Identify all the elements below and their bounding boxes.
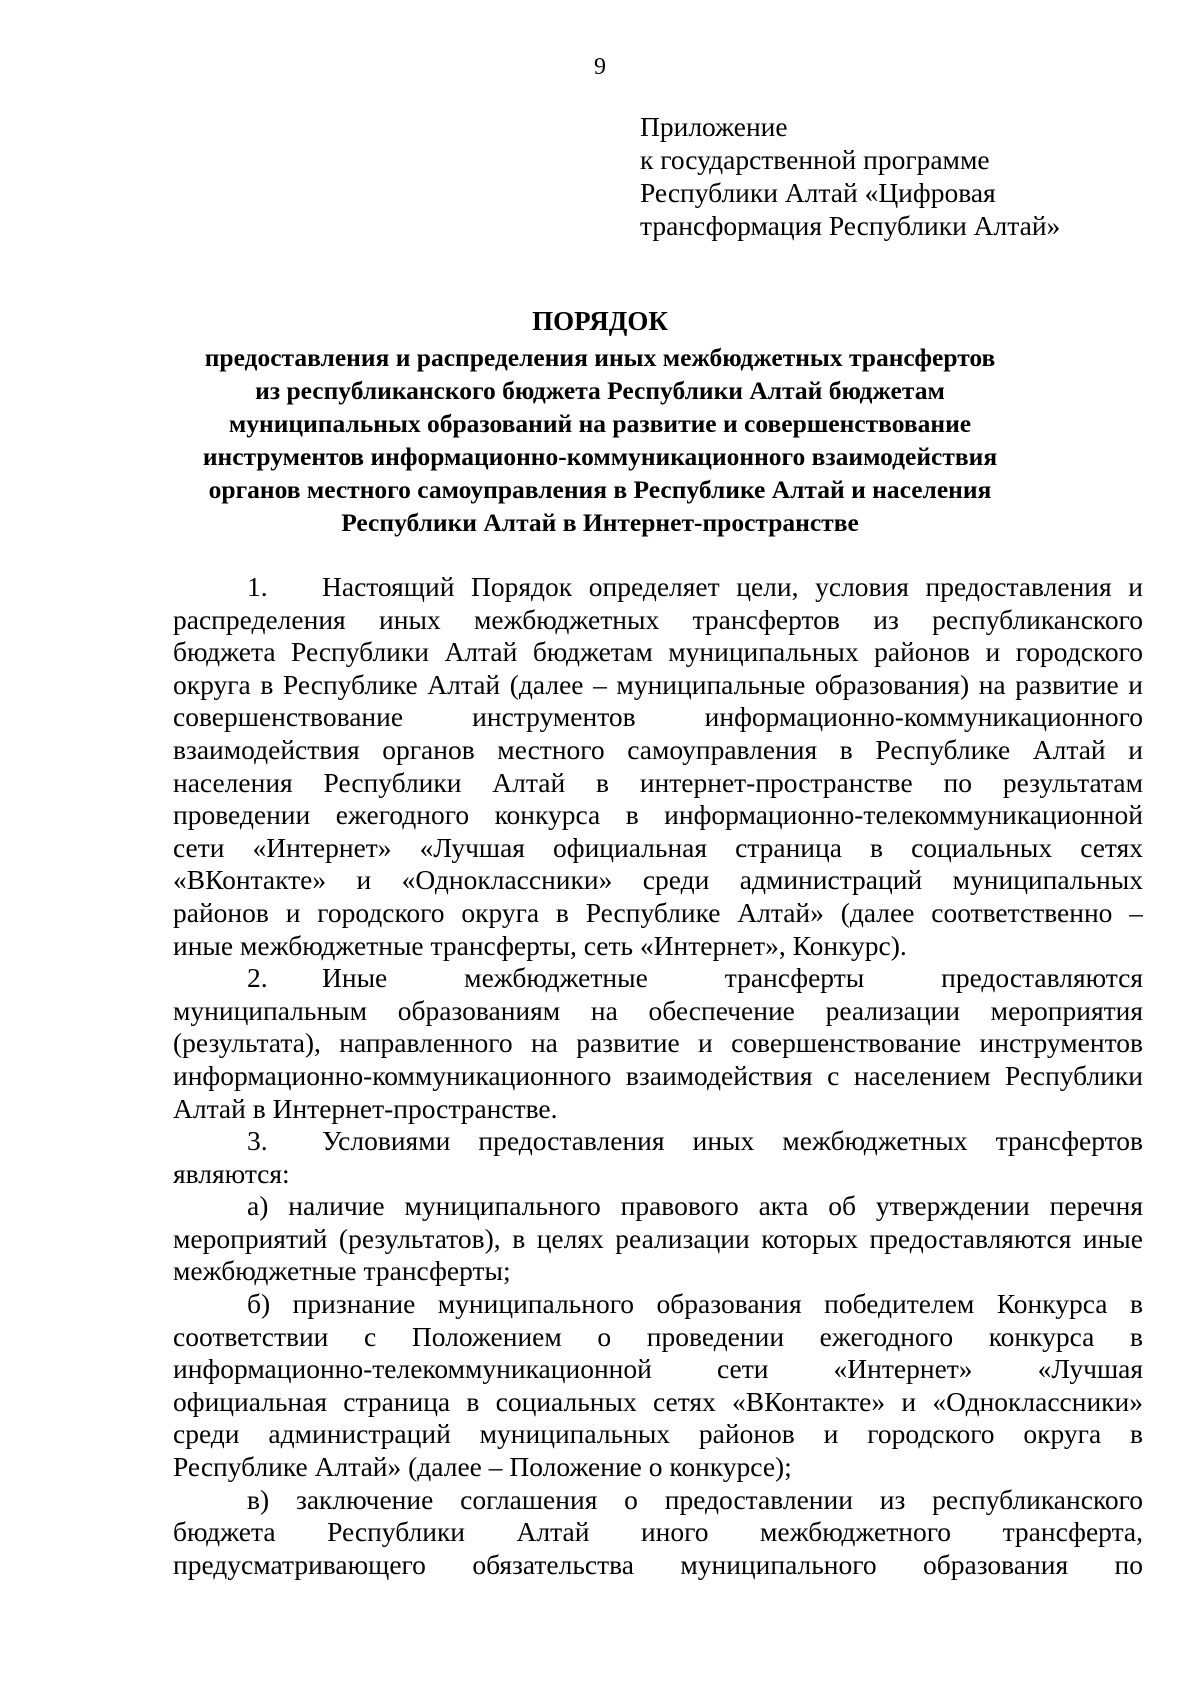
- title-heading: ПОРЯДОК: [532, 306, 668, 336]
- title-line: из республиканского бюджета Республики Алтай бюджетам: [255, 376, 945, 405]
- paragraph-first-line: в) заключение соглашения о предоставлении из республиканского: [247, 1483, 1143, 1515]
- paragraph-text: Условиями предоставления иных межбюджетных трансфертов: [322, 1125, 1143, 1157]
- paragraph-line: (результата), направленного на развитие и совершенствование инструментов: [173, 1027, 1143, 1059]
- appendix-line: трансформация Республики Алтай»: [640, 210, 1061, 241]
- paragraph-line: муниципальным образованиям на обеспечение реализации мероприятия: [173, 994, 1143, 1026]
- paragraph-line: информационно-телекоммуникационной сети «Интернет» «Лучшая: [173, 1353, 1143, 1385]
- appendix-line: Республики Алтай «Цифровая: [640, 177, 996, 208]
- document-title: [140, 305, 1060, 539]
- title-line: Республики Алтай в Интернет-пространстве: [341, 508, 859, 537]
- paragraph-1: [173, 571, 1143, 962]
- paragraph-line: являются:: [173, 1157, 290, 1189]
- paragraph-line: среди администраций муниципальных районов и городского округа в: [173, 1418, 1143, 1450]
- paragraph-line: населения Республики Алтай в интернет-пространстве по результатам: [173, 766, 1143, 798]
- subparagraph-a: [173, 1190, 1143, 1288]
- paragraph-number: 1.: [247, 571, 268, 602]
- paragraph-text: Иные межбюджетные трансферты предоставляются: [322, 962, 1143, 994]
- paragraph-line: взаимодействия органов местного самоуправления в Республике Алтай и: [173, 733, 1143, 765]
- paragraph-line: иные межбюджетные трансферты, сеть «Интернет», Конкурс).: [173, 929, 907, 961]
- paragraph-3: [173, 1125, 1143, 1190]
- paragraph-line: Алтай в Интернет-пространстве.: [173, 1092, 558, 1124]
- paragraph-first-line: а) наличие муниципального правового акта об утверждении перечня: [247, 1190, 1143, 1222]
- appendix-note: [640, 110, 1140, 242]
- paragraph-line: бюджета Республики Алтай иного межбюджетного трансферта,: [173, 1516, 1143, 1548]
- paragraph-number: 2.: [247, 962, 268, 994]
- title-line: муниципальных образований на развитие и совершенствование: [228, 409, 972, 438]
- paragraph-line: районов и городского округа в Республике Алтай» (далее соответственно –: [173, 896, 1143, 928]
- paragraph-text: Настоящий Порядок определяет цели, условия предоставления и: [322, 571, 1143, 602]
- paragraph-line: округа в Республике Алтай (далее – муниципальные образования) на развитие и: [173, 668, 1143, 700]
- paragraph-line: «ВКонтакте» и «Одноклассники» среди администраций муниципальных: [173, 864, 1143, 896]
- subparagraph-v: [173, 1484, 1143, 1582]
- paragraph-first-line: [173, 1125, 1143, 1158]
- paragraph-line: распределения иных межбюджетных трансфертов из республиканского: [173, 603, 1143, 635]
- paragraph-line: сети «Интернет» «Лучшая официальная страница в социальных сетях: [173, 831, 1143, 863]
- paragraph-line: предусматривающего обязательства муниципального образования по: [173, 1548, 1143, 1580]
- subparagraph-b: [173, 1288, 1143, 1484]
- page-number: 9: [594, 54, 606, 80]
- paragraph-first-line: б) признание муниципального образования победителем Конкурса в: [247, 1288, 1143, 1320]
- paragraph-number: 3.: [247, 1125, 268, 1157]
- paragraph-line: информационно-коммуникационного взаимодействия с населением Республики: [173, 1059, 1143, 1091]
- paragraph-line: совершенствование инструментов информационно-коммуникационного: [173, 701, 1143, 733]
- document-body: [173, 571, 1143, 1581]
- paragraph-line: мероприятий (результатов), в целях реализации которых предоставляются иные: [173, 1222, 1143, 1254]
- appendix-line: Приложение: [640, 111, 788, 142]
- paragraph-line: бюджета Республики Алтай бюджетам муниципальных районов и городского: [173, 636, 1143, 668]
- paragraph-first-line: [173, 962, 1143, 995]
- paragraph-line: межбюджетные трансферты;: [173, 1255, 511, 1287]
- paragraph-first-line: [173, 571, 1143, 604]
- title-line: инструментов информационно-коммуникационного взаимодействия: [202, 442, 998, 471]
- paragraph-2: [173, 962, 1143, 1125]
- paragraph-line: официальная страница в социальных сетях «ВКонтакте» и «Одноклассники»: [173, 1385, 1143, 1417]
- title-line: предоставления и распределения иных межбюджетных трансфертов: [204, 343, 996, 372]
- appendix-line: к государственной программе: [640, 144, 990, 175]
- paragraph-line: Республике Алтай» (далее – Положение о конкурсе);: [173, 1451, 792, 1483]
- title-line: органов местного самоуправления в Республике Алтай и населения: [208, 475, 992, 504]
- paragraph-line: проведении ежегодного конкурса в информационно-телекоммуникационной: [173, 799, 1143, 831]
- paragraph-line: соответствии с Положением о проведении ежегодного конкурса в: [173, 1320, 1143, 1352]
